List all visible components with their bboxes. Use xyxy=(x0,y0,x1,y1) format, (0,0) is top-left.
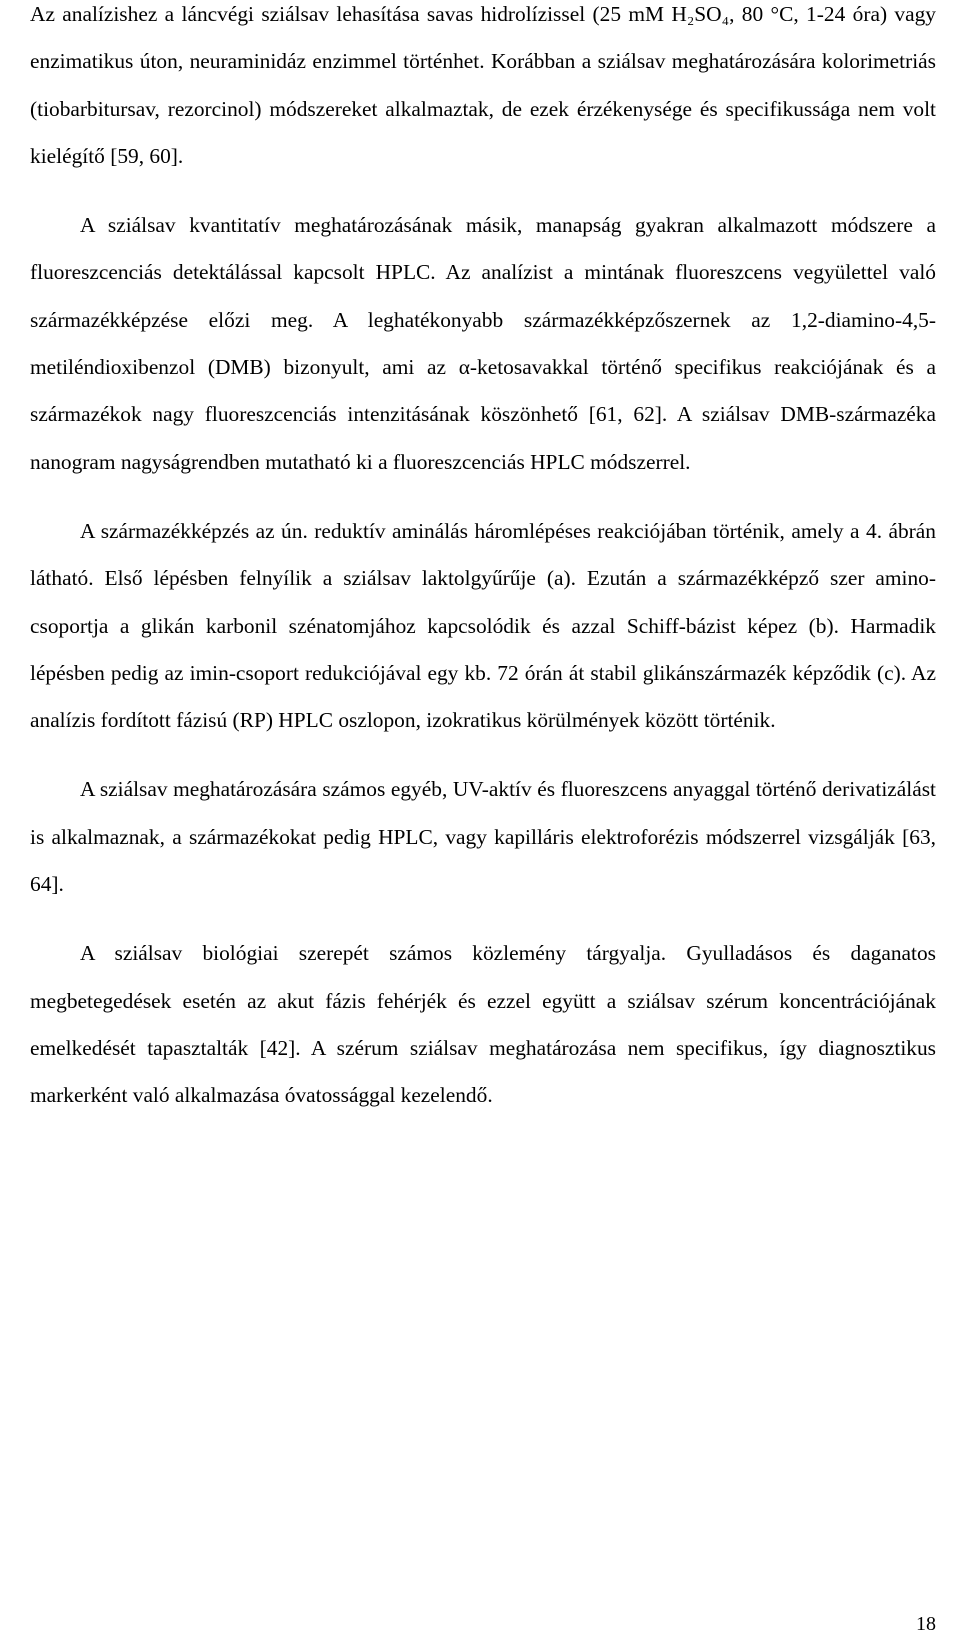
page-number: 18 xyxy=(916,1613,936,1635)
paragraph-biological-role: A sziálsav biológiai szerepét számos közlemény tárgyalja. Gyulladásos és daganatos megbetegedések esetén az akut fázis fehérjék és ezzel együtt a sziálsav szérum koncentrációjának emelkedését tapasztalták [42]. A szérum sziálsav meghatározása nem specifikus, így diagnosztikus markerként való alkalmazása óvatossággal kezelendő. xyxy=(30,941,936,1108)
paragraph-sialic-acid-hydrolysis: Az analízishez a láncvégi sziálsav lehasítása savas hidrolízissel (25 mM H₂SO₄, 80 °C, 1-24 óra) vagy enzimatikus úton, neuraminidáz enzimmel történhet. Korábban a sziálsav meghatározására kolorimetriás (tiobarbitursav, rezorcinol) módszereket alkalmaztak, de ezek érzékenysége és specifikussága nem volt kielégítő [59, 60]. xyxy=(30,2,936,168)
body-text xyxy=(30,0,936,1120)
paragraph-reductive-amination: A származékképzés az ún. reduktív aminálás háromlépéses reakciójában történik, amely a 4. ábrán látható. Első lépésben felnyílik a sziálsav laktolgyűrűje (a). Ezután a származékképző szer amino-csoportja a glikán karbonil szénatomjához kapcsolódik és azzal Schiff-bázist képez (b). Harmadik lépésben pedig az imin-csoport redukciójával egy kb. 72 órán át stabil glikánszármazék képződik (c). Az analízis fordított fázisú (RP) HPLC oszlopon, izokratikus körülmények között történik. xyxy=(30,518,936,733)
paragraph-hplc-fluorescence-method: A sziálsav kvantitatív meghatározásának másik, manapság gyakran alkalmazott módszere a fluoreszcenciás detektálással kapcsolt HPLC. Az analízist a mintának fluoreszcens vegyülettel való származékképzése előzi meg. A leghatékonyabb származékképzőszernek az 1,2-diamino-4,5-metiléndioxibenzol (DMB) bizonyult, ami az α-ketosavakkal történő specifikus reakciójának és a származékok nagy fluoreszcenciás intenzitásának köszönhető [61, 62]. A sziálsav DMB-származéka nanogram nagyságrendben mutatható ki a fluoreszcenciás HPLC módszerrel. xyxy=(30,213,936,474)
paragraph-derivatization-methods: A sziálsav meghatározására számos egyéb, UV-aktív és fluoreszcens anyaggal történő derivatizálást is alkalmaznak, a származékokat pedig HPLC, vagy kapilláris elektroforézis módszerrel vizsgálják [63, 64]. xyxy=(30,777,936,897)
